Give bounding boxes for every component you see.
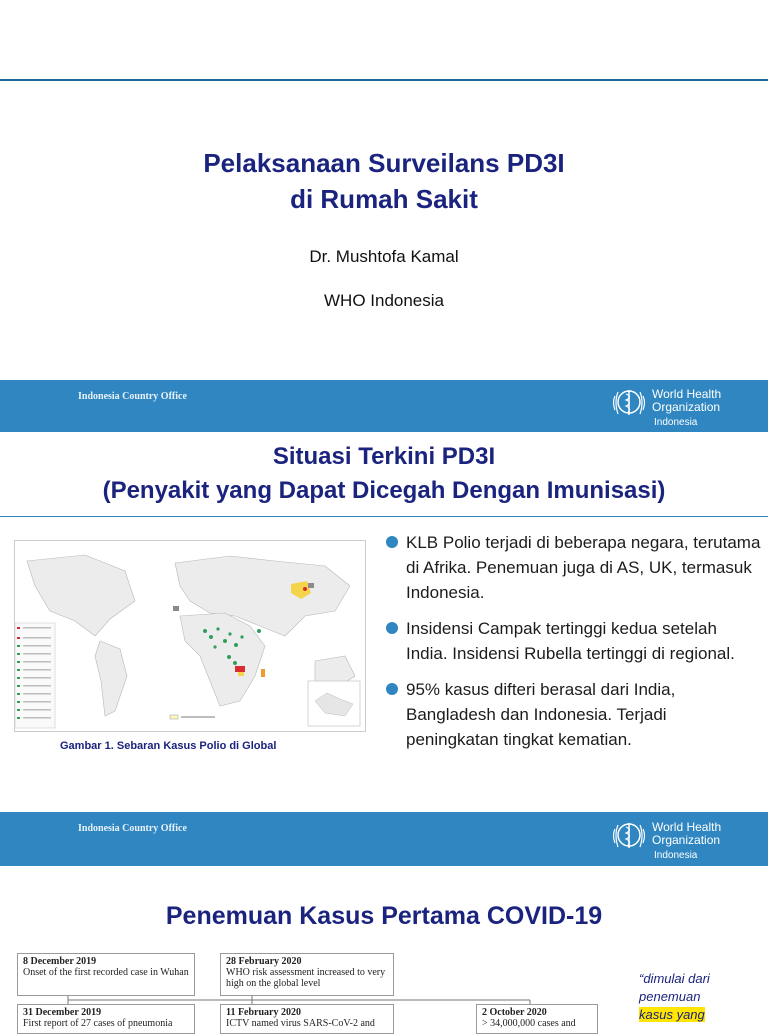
timeline-text: First report of 27 cases of pneumonia (23, 1018, 173, 1029)
who-name-line2: Organization (652, 833, 721, 847)
footer-band (0, 380, 768, 432)
slide2-title-divider (0, 516, 768, 517)
quote-line3-highlight: kasus yang (639, 1007, 705, 1022)
map-caption: Gambar 1. Sebaran Kasus Polio di Global (60, 740, 277, 752)
quote-line2: penemuan (639, 989, 701, 1004)
slide3-title: Penemuan Kasus Pertama COVID-19 (165, 902, 603, 930)
slide1-title-line1: Pelaksanaan Surveilans PD3I (203, 148, 565, 178)
bullet-dot-icon (386, 683, 398, 695)
slide1-org: WHO Indonesia (324, 291, 444, 310)
office-label: Indonesia Country Office (78, 391, 187, 402)
timeline-event (476, 1004, 598, 1034)
bullet-item (386, 677, 762, 752)
slide-title (0, 0, 768, 380)
slide1-title-line2: di Rumah Sakit (290, 184, 478, 214)
bullet-text: KLB Polio terjadi di beberapa negara, terutama di Afrika. Penemuan juga di AS, UK, termasuk Indonesia. (406, 533, 761, 602)
timeline-date: 11 February 2020 (226, 1007, 301, 1018)
who-name-line1: World Health (652, 387, 722, 401)
bullet-dot-icon (386, 622, 398, 634)
who-emblem-icon (610, 819, 648, 851)
slide2-title-line1: Situasi Terkini PD3I (272, 443, 496, 470)
who-emblem-icon (610, 386, 648, 418)
who-logo (610, 383, 760, 429)
quote-line1: “dimulai dari (639, 971, 710, 986)
timeline-event (220, 1004, 394, 1034)
bullet-item (386, 616, 762, 666)
timeline-text: ICTV named virus SARS-CoV-2 and (226, 1018, 375, 1029)
bullet-dot-icon (386, 536, 398, 548)
timeline-event (17, 953, 195, 996)
footer-band (0, 812, 768, 866)
timeline-event (17, 1004, 195, 1034)
timeline-date: 2 October 2020 (482, 1007, 547, 1018)
top-divider (0, 79, 768, 81)
bullet-text: 95% kasus difteri berasal dari India, Bangladesh dan Indonesia. Terjadi peningkatan tingkat kematian. (406, 680, 676, 749)
who-name-line2: Organization (652, 400, 721, 414)
situation-bullets (386, 530, 762, 763)
world-map-graphic (15, 541, 365, 731)
polio-world-map (14, 540, 366, 732)
who-name-line1: World Health (652, 820, 722, 834)
timeline-text: > 34,000,000 cases and (482, 1018, 576, 1029)
timeline-event (220, 953, 394, 996)
timeline-text: Onset of the first recorded case in Wuhan (23, 967, 189, 978)
timeline-date: 8 December 2019 (23, 956, 97, 967)
covid-quote (639, 970, 759, 1024)
office-label: Indonesia Country Office (78, 823, 187, 834)
timeline-date: 28 February 2020 (226, 956, 302, 967)
who-country: Indonesia (654, 850, 698, 861)
slide1-author: Dr. Mushtofa Kamal (309, 247, 459, 266)
slide2-title-line2: (Penyakit yang Dapat Dicegah Dengan Imunisasi) (102, 477, 666, 504)
who-logo (610, 816, 760, 862)
bullet-item (386, 530, 762, 605)
timeline-text: WHO risk assessment increased to very high on the global level (226, 967, 386, 989)
timeline-date: 31 December 2019 (23, 1007, 102, 1018)
who-country: Indonesia (654, 417, 698, 428)
bullet-text: Insidensi Campak tertinggi kedua setelah India. Insidensi Rubella tertinggi di regional. (406, 619, 735, 663)
